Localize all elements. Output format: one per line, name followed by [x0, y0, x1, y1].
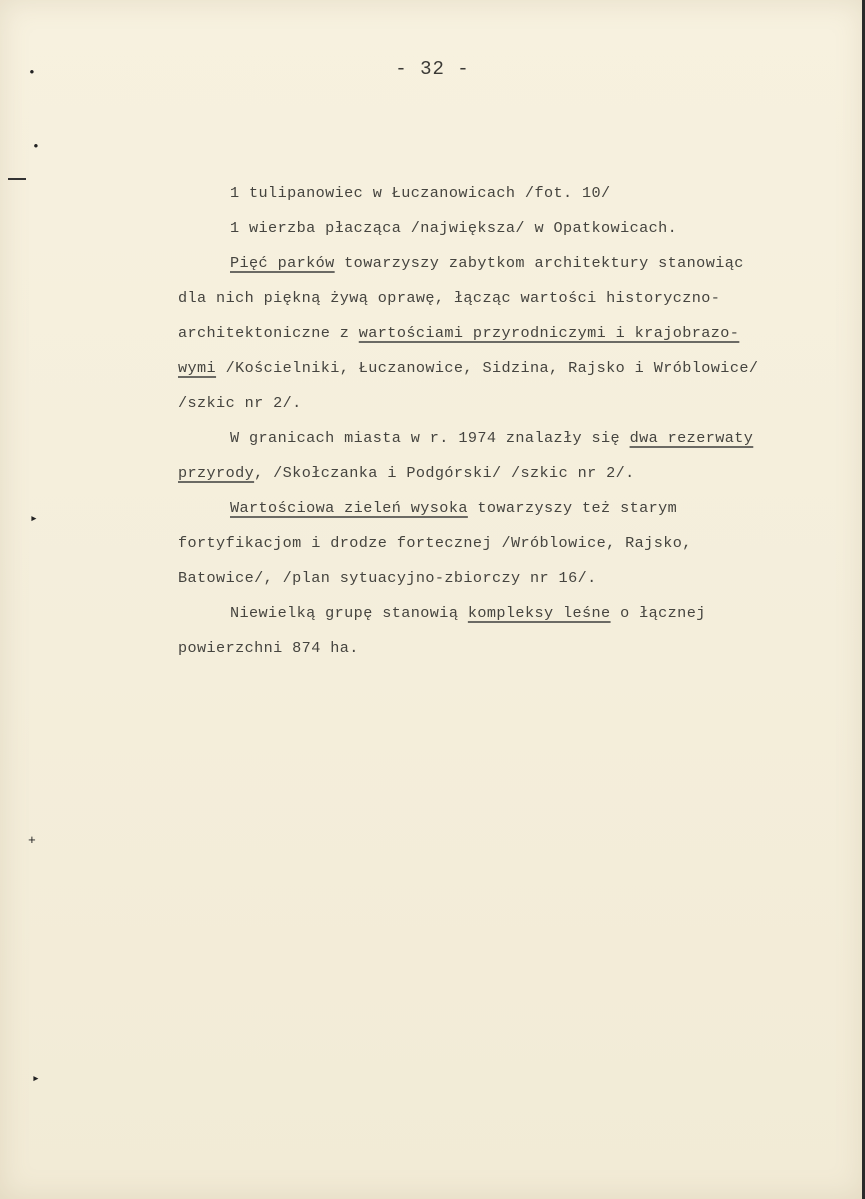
text-line: W granicach miasta w r. 1974 znalazły się dwa rezerwaty: [230, 429, 754, 447]
text-line: 1 tulipanowiec w Łuczanowicach /fot. 10/: [230, 184, 611, 202]
underlined-phrase: Wartościowa zieleń wysoka: [230, 499, 468, 517]
margin-arrow: ▸: [32, 1071, 40, 1086]
underlined-phrase: wymi: [178, 359, 217, 377]
underlined-phrase: dwa rezerwaty: [629, 429, 754, 447]
text-line: Niewielką grupę stanowią kompleksy leśne o łącznej: [230, 604, 706, 622]
text-line: wymi /Kościelniki, Łuczanowice, Sidzina, Rajsko i Wróblowice/: [178, 359, 759, 377]
text-line: 1 wierzba płacząca /największa/ w Opatkowicach.: [230, 219, 678, 237]
margin-plus: +: [28, 833, 36, 848]
text-line: Pięć parków towarzyszy zabytkom architektury stanowiąc: [230, 254, 744, 272]
margin-dot: •: [32, 139, 40, 154]
underlined-phrase: przyrody: [178, 464, 255, 482]
text-line: przyrody, /Skołczanka i Podgórski/ /szkic nr 2/.: [178, 464, 635, 482]
margin-arrow: ▸: [30, 511, 38, 526]
text-line: /szkic nr 2/.: [178, 394, 302, 412]
margin-dash: [8, 178, 26, 180]
text-line: powierzchni 874 ha.: [178, 639, 359, 657]
margin-dot: •: [28, 65, 36, 80]
text-line: Batowice/, /plan sytuacyjno-zbiorczy nr 16/.: [178, 569, 597, 587]
text-line: fortyfikacjom i drodze fortecznej /Wróblowice, Rajsko,: [178, 534, 692, 552]
text-line: architektoniczne z wartościami przyrodniczymi i krajobrazo-: [178, 324, 740, 342]
page-number: - 32 -: [395, 58, 470, 80]
text-line: Wartościowa zieleń wysoka towarzyszy też starym: [230, 499, 678, 517]
body-text: [178, 178, 818, 668]
underlined-phrase: Pięć parków: [230, 254, 335, 272]
underlined-phrase: kompleksy leśne: [467, 604, 611, 622]
underlined-phrase: wartościami przyrodniczymi i krajobrazo-: [358, 324, 740, 342]
text-line: dla nich piękną żywą oprawę, łącząc wartości historyczno-: [178, 289, 721, 307]
